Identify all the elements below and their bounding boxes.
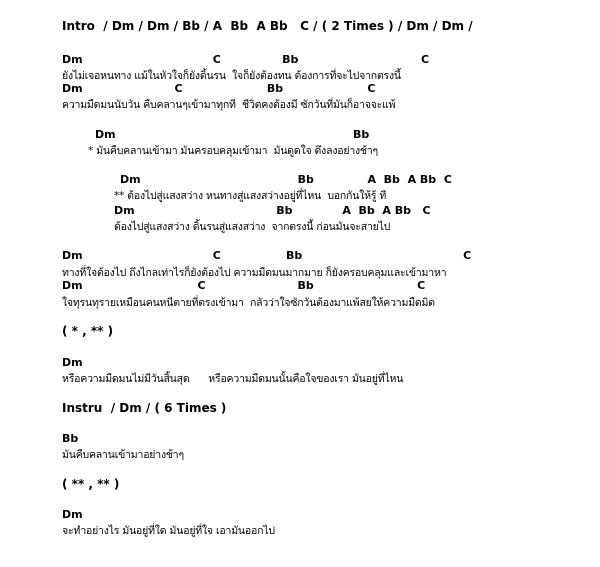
- repeat-marker-1: ( * , ** ): [62, 324, 114, 338]
- outro1-lyric: มันคืบคลานเข้ามาอย่างช้าๆ: [62, 449, 184, 461]
- chorus-lyric-2: ต้องไปสู่แสงสว่าง ดิ้นรนสู่แสงสว่าง จากตรงนี้ ก่อนมันจะสายไป: [114, 221, 391, 233]
- pre-chorus-lyric: * มันคืบคลานเข้ามา มันครอบคลุมเข้ามา มันดูดใจ ดึงลงอย่างช้าๆ: [88, 145, 378, 157]
- bridge-lyric: หรือความมืดมนไม่มีวันสิ้นสุด หรือความมืดมนนั้นคือใจของเรา มันอยู่ที่ไหน: [62, 373, 404, 385]
- outro2-chords: Dm: [62, 508, 83, 521]
- verse2-chords-2: Dm C Bb C: [62, 279, 426, 292]
- chorus-chords-2: Dm Bb A Bb A Bb C: [114, 204, 431, 217]
- verse1-lyric-1: ยังไม่เจอหนทาง แม้ในหัวใจก็ยังดิ้นรน ใจก็ยังต้องทน ต้องการที่จะไปจากตรงนี้: [62, 70, 401, 82]
- verse1-chords-2: Dm C Bb C: [62, 82, 376, 95]
- verse2-chords-1: Dm C Bb C: [62, 249, 472, 262]
- verse2-lyric-1: ทางที่ใจต้องไป ถึงไกลเท่าไรก็ยังต้องไป ความมืดมนมากมาย ก็ยังครอบคลุมและเข้ามาหา: [62, 267, 447, 279]
- intro-line: Intro / Dm / Dm / Bb / A Bb A Bb C / ( 2 Times ) / Dm / Dm /: [62, 19, 473, 33]
- instru-line: Instru / Dm / ( 6 Times ): [62, 401, 227, 415]
- verse2-lyric-2: ใจทุรนทุรายเหมือนคนหนีตายที่ตรงเข้ามา กลัวว่าใจซักวันต้องมาแพ้สยให้ความมืดมิด: [62, 297, 435, 309]
- bridge-chords: Dm: [62, 356, 83, 369]
- verse1-lyric-2: ความมืดมนนับวัน คืบคลานๆเข้ามาทุกที ชีวิตคงต้องมี ซักวันที่มันก็อาจจะแพ้: [62, 99, 396, 111]
- chorus-chords-1: Dm Bb A Bb A Bb C: [120, 173, 452, 186]
- outro2-lyric: จะทำอย่างไร มันอยู่ที่ใด มันอยู่ที่ใจ เอามันออกไป: [62, 525, 275, 537]
- pre-chorus-chords: Dm Bb: [95, 128, 370, 141]
- verse1-chords-1: Dm C Bb C: [62, 53, 430, 66]
- repeat-marker-2: ( ** , ** ): [62, 477, 120, 491]
- chorus-lyric-1: ** ต้องไปสู่แสงสว่าง หนทางสู่แสงสว่างอยู่ที่ไหน บอกกันให้รู้ ที: [114, 190, 387, 202]
- outro1-chords: Bb: [62, 432, 79, 445]
